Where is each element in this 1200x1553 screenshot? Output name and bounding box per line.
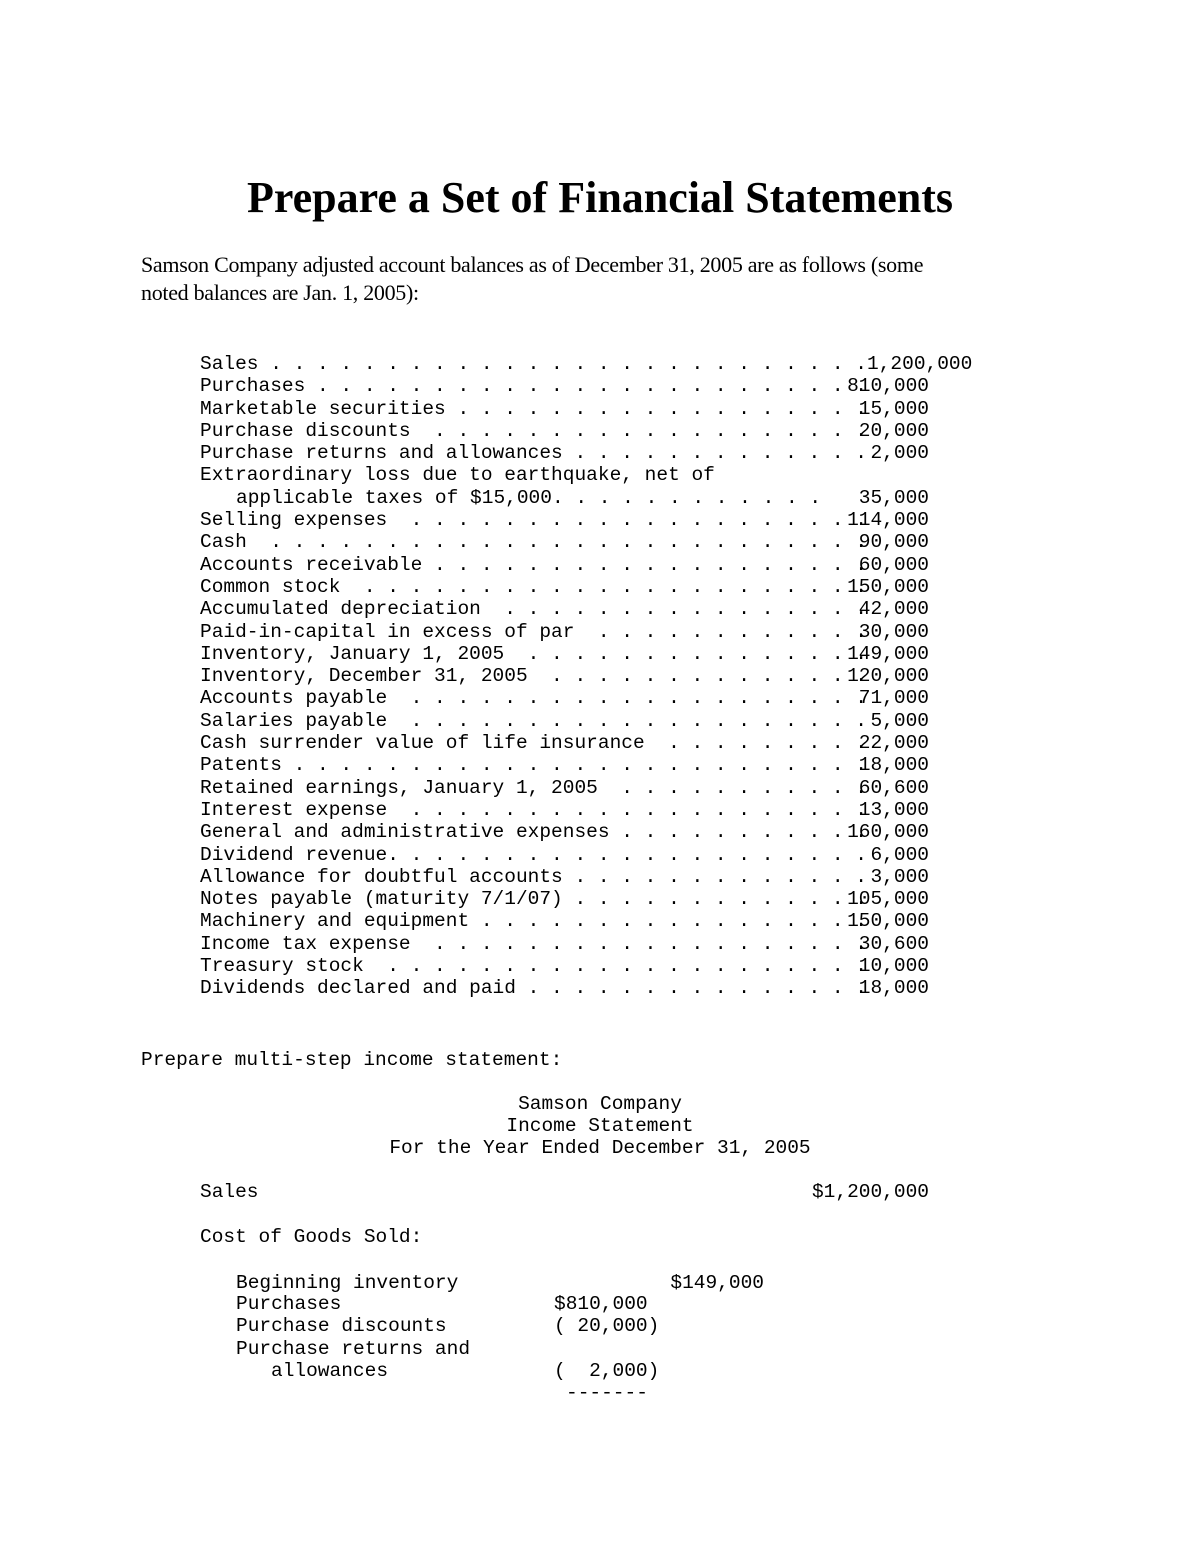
balance-value: 42,000 [858, 598, 929, 621]
balance-label: Dividend revenue. . . . . . . . . . . . . . . . . . . . . [200, 843, 868, 866]
balance-value: 5,000 [870, 709, 929, 732]
balance-row [0, 910, 1200, 932]
balance-value: 18,000 [858, 754, 929, 777]
balance-row [0, 687, 1200, 709]
purchase-discounts-label: Purchase discounts [236, 1315, 447, 1337]
intro-line-1: Samson Company adjusted account balances as of December 31, 2005 are as follows (some [141, 252, 924, 277]
balance-row [0, 754, 1200, 776]
balance-row [0, 621, 1200, 643]
balance-label: Cash surrender value of life insurance . . . . . . . . . [200, 732, 868, 755]
balance-value: 13,000 [858, 798, 929, 821]
balance-row [0, 353, 1200, 375]
balance-value: 2,000 [870, 442, 929, 465]
balance-value: 60,600 [858, 776, 929, 799]
subtotal-rule: ------- [566, 1382, 648, 1404]
balance-value: 120,000 [847, 665, 929, 688]
balance-label: Accounts payable . . . . . . . . . . . . . . . . . . . . [200, 687, 868, 710]
balance-row [0, 509, 1200, 531]
cogs-heading: Cost of Goods Sold: [200, 1226, 423, 1248]
balance-label: Accumulated depreciation . . . . . . . . . . . . . . . . [200, 598, 868, 621]
balance-label: Common stock . . . . . . . . . . . . . . . . . . . . . . [200, 575, 868, 598]
beginning-inventory-label: Beginning inventory [236, 1272, 459, 1294]
instruction-text: Prepare multi-step income statement: [141, 1049, 563, 1071]
balance-row [0, 398, 1200, 420]
balance-value: 35,000 [858, 486, 929, 509]
balance-row [0, 977, 1200, 999]
intro-line-2: noted balances are Jan. 1, 2005): [141, 280, 419, 305]
balance-row [0, 576, 1200, 598]
balance-value: 149,000 [847, 642, 929, 665]
balance-label: Retained earnings, January 1, 2005 . . . . . . . . . . . [200, 776, 868, 799]
balance-row [0, 420, 1200, 442]
balance-row [0, 531, 1200, 553]
balance-row [0, 844, 1200, 866]
purchase-returns-label-2: allowances [271, 1360, 389, 1382]
balance-label: Extraordinary loss due to earthquake, net of [200, 464, 715, 487]
balance-label: Purchase discounts . . . . . . . . . . . . . . . . . . . [200, 419, 868, 442]
balance-label: Selling expenses . . . . . . . . . . . . . . . . . . . . [200, 509, 868, 532]
balance-row [0, 665, 1200, 687]
balance-label: Treasury stock . . . . . . . . . . . . . . . . . . . . . [200, 955, 868, 978]
purchase-discounts-value: ( 20,000) [554, 1315, 660, 1337]
balance-value: 150,000 [847, 910, 929, 933]
beginning-inventory-value: $149,000 [670, 1272, 764, 1294]
balance-label: Patents . . . . . . . . . . . . . . . . . . . . . . . . . [200, 754, 868, 777]
balance-label: Salaries payable . . . . . . . . . . . . . . . . . . . . [200, 709, 868, 732]
balance-label: Inventory, January 1, 2005 . . . . . . . . . . . . . . . [200, 642, 868, 665]
balance-value: 90,000 [858, 531, 929, 554]
balance-value: 114,000 [847, 509, 929, 532]
sales-label: Sales [200, 1181, 259, 1203]
balance-value: 6,000 [870, 843, 929, 866]
balance-value: 22,000 [858, 732, 929, 755]
balance-value: 810,000 [847, 375, 929, 398]
balance-value: 15,000 [858, 397, 929, 420]
balance-value: 30,000 [858, 620, 929, 643]
balance-label: Sales . . . . . . . . . . . . . . . . . . . . . . . . . .1,200,000 [200, 353, 973, 375]
balance-label: Marketable securities . . . . . . . . . . . . . . . . . . [200, 397, 868, 420]
balance-label: applicable taxes of $15,000. . . . . . . . . . . . [236, 486, 822, 509]
balance-row [0, 375, 1200, 397]
balance-row [0, 643, 1200, 665]
balance-label: Notes payable (maturity 7/1/07) . . . . . . . . . . . . . [200, 888, 868, 911]
balance-label: Purchase returns and allowances . . . . . . . . . . . . . [200, 442, 868, 465]
balance-row [0, 732, 1200, 754]
balance-label: Allowance for doubtful accounts . . . . . . . . . . . . . [200, 865, 868, 888]
purchase-returns-label-1: Purchase returns and [236, 1338, 471, 1360]
balance-label: Accounts receivable . . . . . . . . . . . . . . . . . . . [200, 553, 868, 576]
balance-value: 150,000 [847, 575, 929, 598]
balance-value: 20,000 [858, 419, 929, 442]
balance-label: Paid-in-capital in excess of par . . . . . . . . . . . . [200, 620, 868, 643]
balance-row [0, 777, 1200, 799]
balance-value: 105,000 [847, 888, 929, 911]
purchases-value: $810,000 [554, 1293, 648, 1315]
balance-label: Inventory, December 31, 2005 . . . . . . . . . . . . . . [200, 665, 868, 688]
balance-value: 71,000 [858, 687, 929, 710]
balance-label: Dividends declared and paid . . . . . . . . . . . . . . . [200, 977, 868, 1000]
balance-row [0, 888, 1200, 910]
statement-company: Samson Company [518, 1093, 682, 1115]
page-title: Prepare a Set of Financial Statements [247, 173, 953, 222]
statement-period: For the Year Ended December 31, 2005 [389, 1137, 811, 1159]
balance-row [0, 598, 1200, 620]
balance-value: 160,000 [847, 821, 929, 844]
balance-row [0, 554, 1200, 576]
account-balances-list [0, 353, 1200, 1000]
statement-name: Income Statement [506, 1115, 694, 1137]
purchases-label: Purchases [236, 1293, 342, 1315]
balance-label: Interest expense . . . . . . . . . . . . . . . . . . . . [200, 798, 868, 821]
balance-label: Purchases . . . . . . . . . . . . . . . . . . . . . . . . [200, 375, 868, 398]
balance-label: General and administrative expenses . . . . . . . . . . . [200, 821, 868, 844]
balance-row [0, 464, 1200, 486]
balance-row [0, 955, 1200, 977]
balance-label: Cash . . . . . . . . . . . . . . . . . . . . . . . . . . [200, 531, 868, 554]
intro-paragraph [141, 251, 1041, 307]
balance-value: 60,000 [858, 553, 929, 576]
balance-value: 18,000 [858, 977, 929, 1000]
balance-label: Income tax expense . . . . . . . . . . . . . . . . . . . [200, 932, 868, 955]
balance-row [0, 487, 1200, 509]
balance-value: 3,000 [870, 865, 929, 888]
balance-row [0, 866, 1200, 888]
balance-row [0, 821, 1200, 843]
balance-label: Machinery and equipment . . . . . . . . . . . . . . . . . [200, 910, 868, 933]
balance-row [0, 442, 1200, 464]
sales-value: $1,200,000 [811, 1181, 929, 1203]
purchase-returns-value: ( 2,000) [554, 1360, 660, 1382]
balance-row [0, 799, 1200, 821]
balance-row [0, 710, 1200, 732]
balance-row [0, 933, 1200, 955]
balance-value: 30,600 [858, 932, 929, 955]
balance-value: 10,000 [858, 955, 929, 978]
